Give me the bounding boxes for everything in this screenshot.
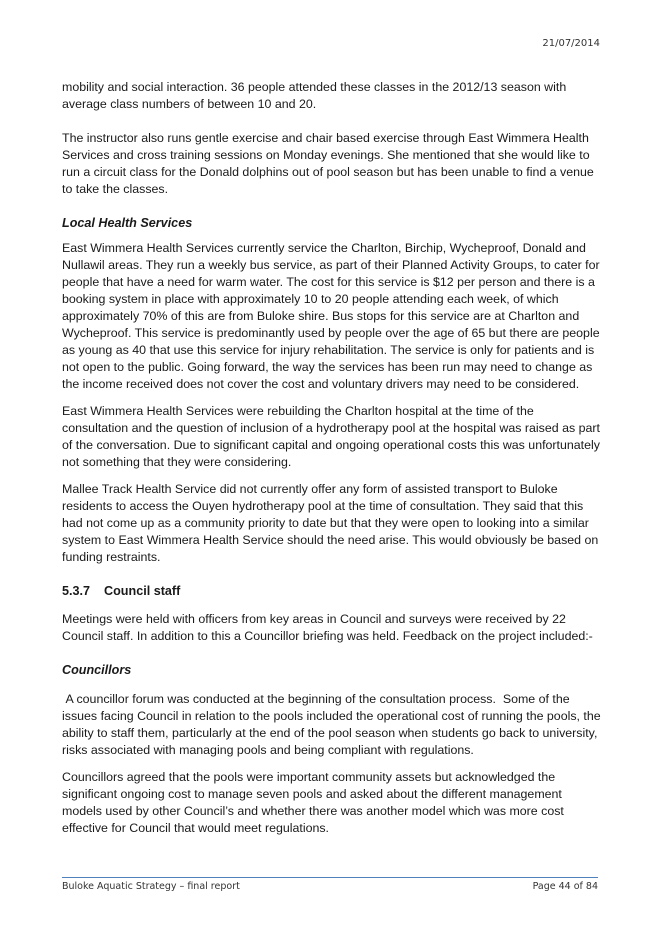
section-number: 5.3.7 xyxy=(62,584,91,598)
paragraph-councillor-forum: A councillor forum was conducted at the beginning of the consultation process. Some of the issues facing Council in relation to the pools included the operational cost of running the pools, the ability to staff them, particularly at the end of the pool season when students go back to university, risks associated with managing pools and being compliant with regulations. xyxy=(62,692,605,757)
footer-page-number: Page 44 of 84 xyxy=(532,881,598,892)
heading-councillors: Councillors xyxy=(62,663,132,677)
heading-local-health-services: Local Health Services xyxy=(62,216,193,230)
paragraph-east-wimmera-bus: East Wimmera Health Services currently service the Charlton, Birchip, Wycheproof, Donald and Nullawil areas. They run a weekly bus service, as part of their Planned Activity Groups, to cater for people that have a need for warm water. The cost for this service is $12 per person and there is a booking system in place with approximately 10 to 20 people attending each week, of which approximately 70% of this are from Buloke shire. Bus stops for this service are at Charlton and Wycheproof. This service is predominantly used by people over the age of 65 but there are people as young as 40 that use this service for injury rehabilitation. The service is only for patients and is not open to the public. Going forward, the way the services has been run may need to change as the income received does not cover the cost and voluntary drivers may need to be considered. xyxy=(62,241,600,391)
paragraph-charlton-hospital: East Wimmera Health Services were rebuilding the Charlton hospital at the time of the consultation and the question of inclusion of a hydrotherapy pool at the hospital was raised as part of the conversation. Due to significant capital and ongoing operational costs this was unfortunately not something that they were considering. xyxy=(62,404,600,469)
section-title: Council staff xyxy=(104,584,181,598)
paragraph-mobility: mobility and social interaction. 36 people attended these classes in the 2012/13 season with average class numbers of between 10 and 20. xyxy=(62,80,567,111)
footer-rule xyxy=(62,877,598,878)
paragraph-councillors-agreed: Councillors agreed that the pools were important community assets but acknowledged the significant ongoing cost to manage seven pools and asked about the different management models used by other Council’s and whether there was another model which was more cost effective for Council that would meet regulations. xyxy=(62,770,564,835)
footer-report-title: Buloke Aquatic Strategy – final report xyxy=(62,881,240,892)
paragraph-mallee-track: Mallee Track Health Service did not currently offer any form of assisted transport to Buloke residents to access the Ouyen hydrotherapy pool at the time of consultation. They said that this had not come up as a community priority to date but that they were open to looking into a similar system to East Wimmera Health Service should the need arise. This would obviously be based on funding restraints. xyxy=(62,482,599,564)
document-body xyxy=(62,79,605,847)
document-date: 21/07/2014 xyxy=(542,38,600,49)
paragraph-meetings: Meetings were held with officers from key areas in Council and surveys were received by 22 Council staff. In addition to this a Councillor briefing was held. Feedback on the project included:- xyxy=(62,612,593,643)
section-heading-council-staff xyxy=(62,583,602,600)
paragraph-instructor: The instructor also runs gentle exercise and chair based exercise through East Wimmera Health Services and cross training sessions on Monday evenings. She mentioned that she would like to run a circuit class for the Donald dolphins out of pool season but has been unable to find a venue to take the classes. xyxy=(62,131,594,196)
